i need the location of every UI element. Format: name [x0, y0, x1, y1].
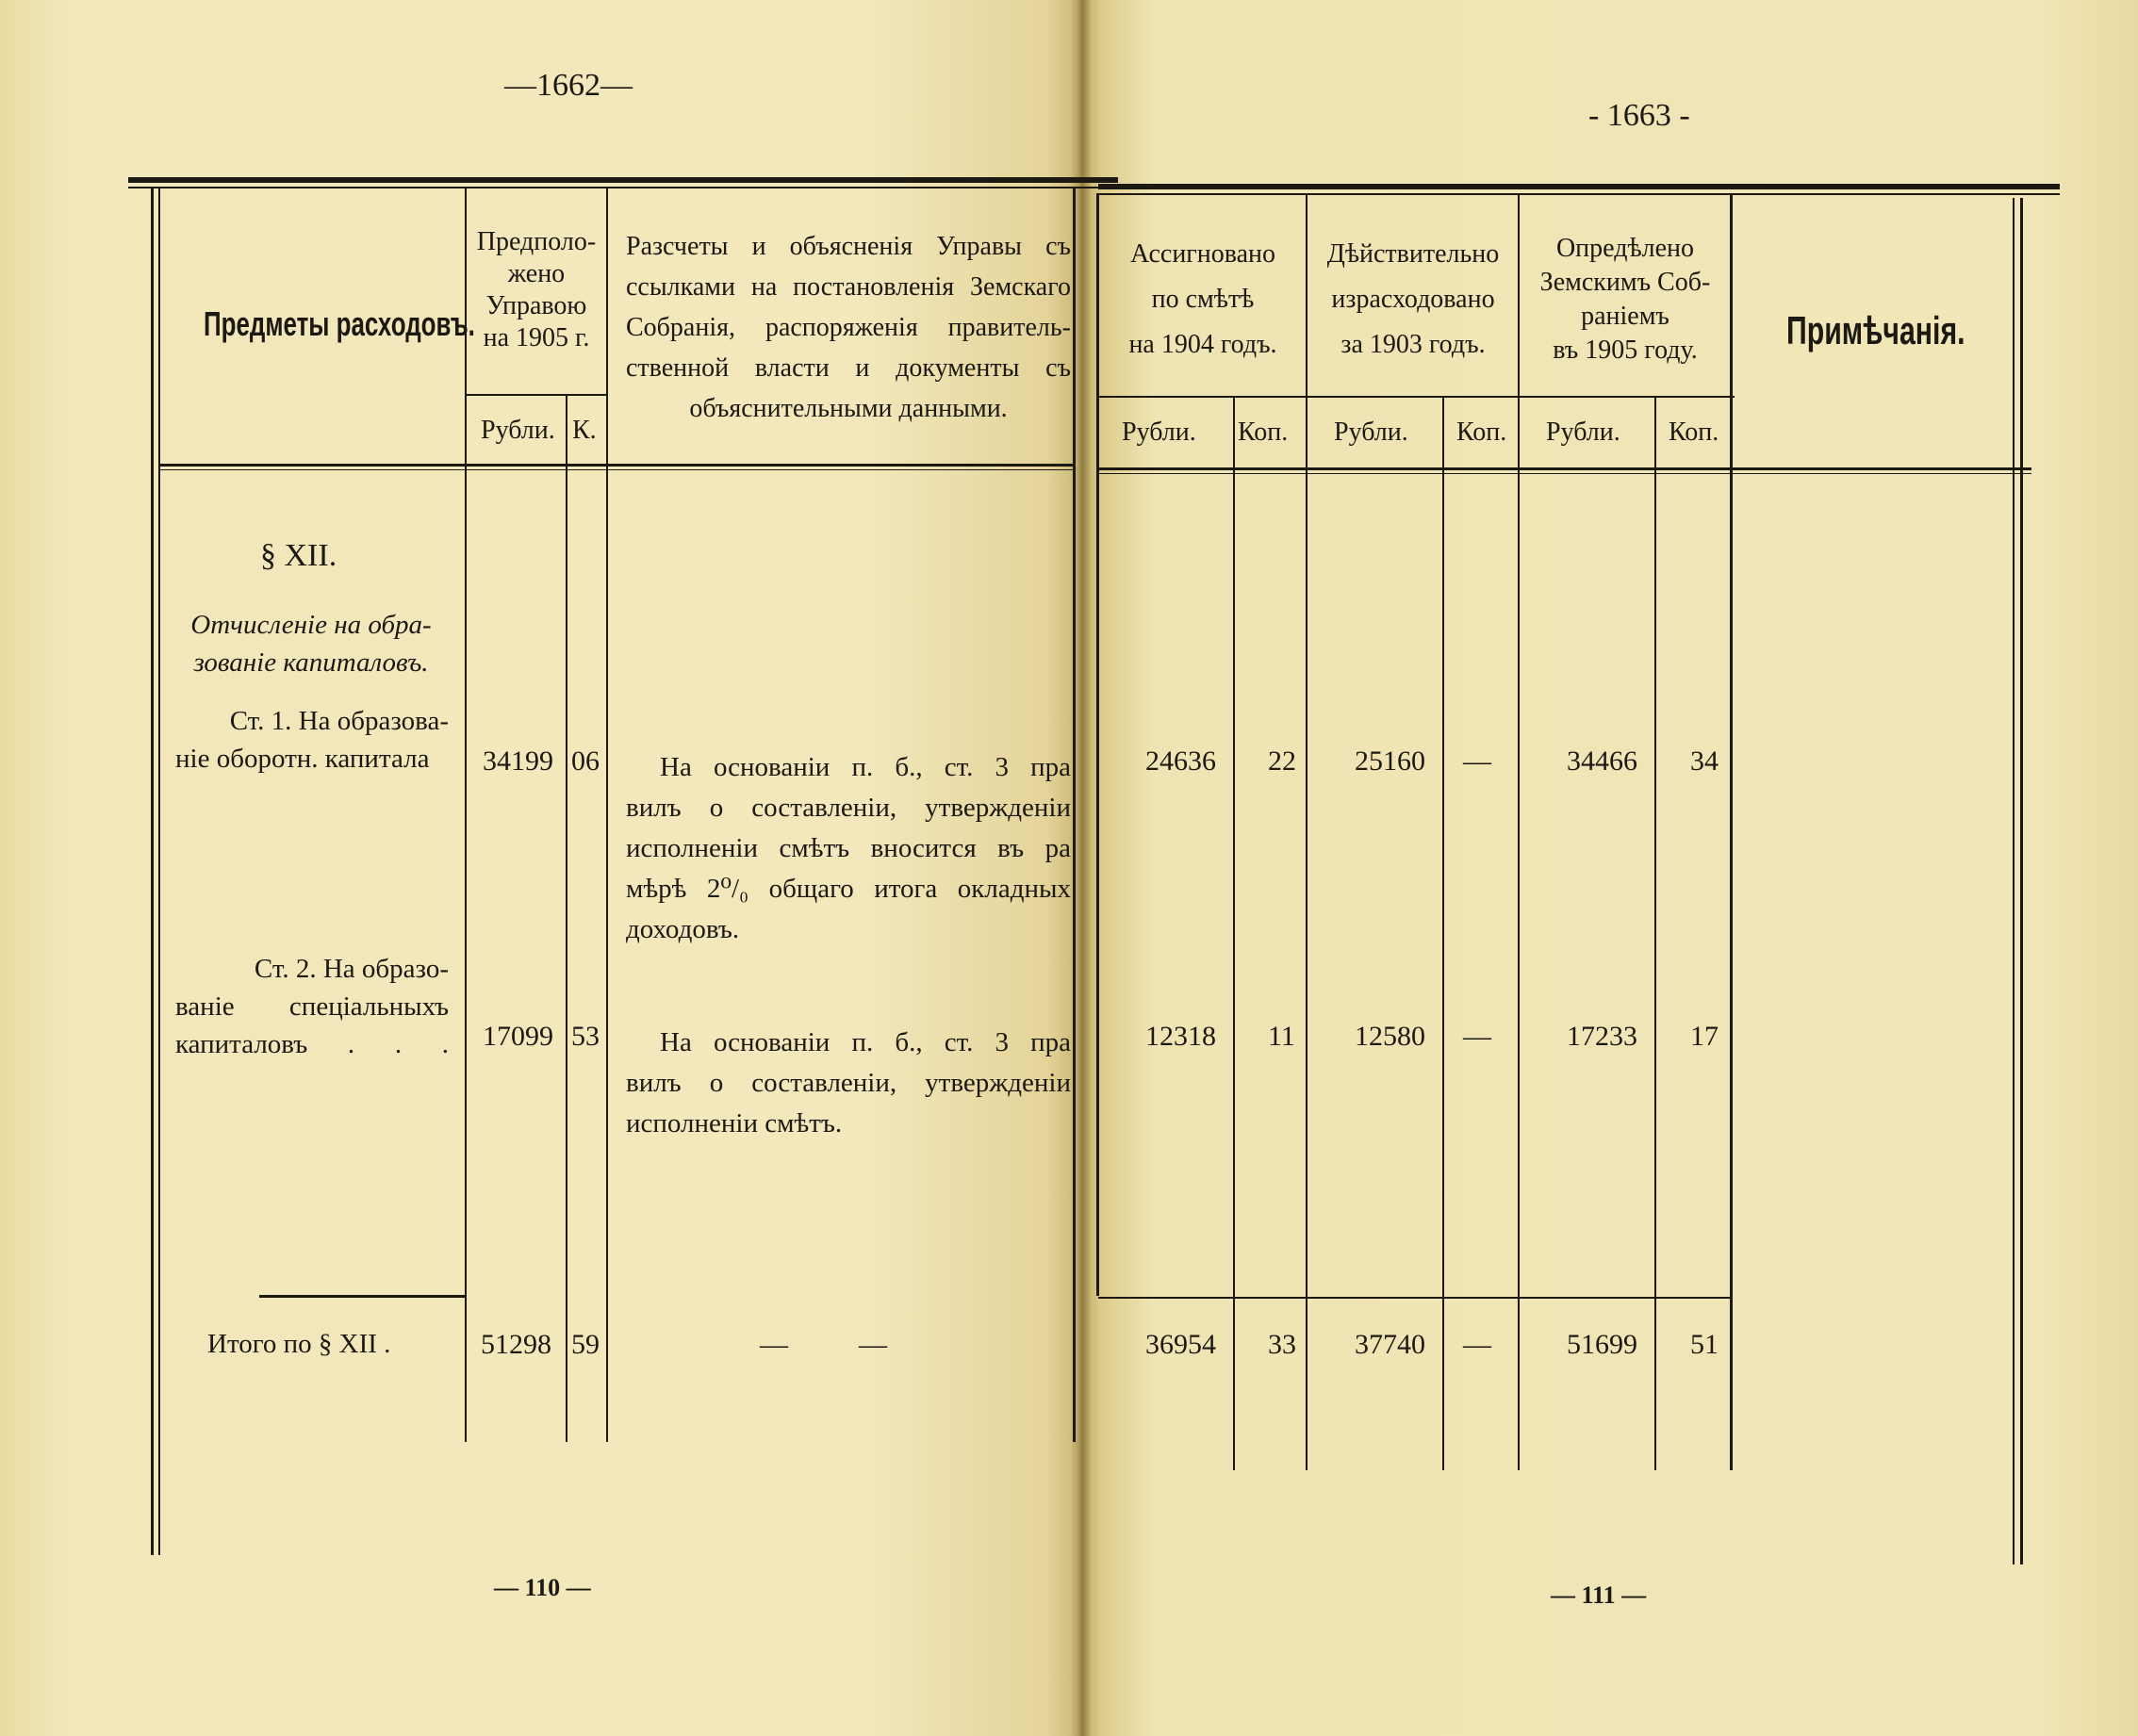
- total-rule-right: [1098, 1297, 1730, 1299]
- header-proposed: Предполо- жено Управою на 1905 г.: [476, 227, 597, 352]
- section-subtitle: Отчисленіе на обра- зованіе капиталовъ.: [190, 610, 432, 678]
- row-1-assigned-kop: 22: [1268, 745, 1296, 777]
- row-2-label: Ст. 2. На образо- ваніе спеціальныхъ капиталовъ . . .: [175, 954, 449, 1059]
- header-assigned-kop: Коп.: [1238, 418, 1289, 447]
- total-determined-kop: 51: [1690, 1329, 1719, 1360]
- total-proposed-kop: 59: [571, 1329, 600, 1360]
- total-rule-left: [259, 1295, 465, 1298]
- section-title: § XII.: [260, 538, 337, 573]
- frame-left-inner: [158, 188, 160, 1555]
- subheader-rule-right: [1098, 396, 1735, 398]
- row-2-assigned-kop: 11: [1268, 1021, 1295, 1052]
- header-spent-rubles: Рубли.: [1334, 418, 1408, 447]
- total-label: Итого по § XII .: [207, 1329, 391, 1359]
- header-bottom-rule-right: [1098, 467, 2031, 470]
- row-1-spent-rub: 25160: [1355, 745, 1425, 777]
- col-rule-assigned: [1306, 193, 1307, 1470]
- total-proposed-rub: 51298: [481, 1329, 551, 1360]
- header-items: Предметы расходовъ.: [204, 304, 475, 343]
- row-2-proposed-rub: 17099: [483, 1021, 553, 1052]
- top-rule-thick-right: [1098, 184, 2060, 189]
- header-determined-kop: Коп.: [1669, 418, 1719, 447]
- right-page-footer: — 111 —: [1551, 1581, 1647, 1609]
- col-rule-assigned-kop: [1233, 396, 1235, 1470]
- header-assigned: Ассигновано по смѣтѣ на 1904 годъ.: [1128, 239, 1277, 359]
- header-determined: Опредѣлено Земскимъ Соб- раніемъ въ 1905 году.: [1539, 234, 1711, 365]
- row-1-proposed-rub: 34199: [483, 745, 553, 777]
- header-spent: Дѣйствительно израсходовано за 1903 годъ.: [1326, 239, 1500, 359]
- row-1-label: Ст. 1. На образова- ніе оборотн. капитала: [175, 706, 449, 774]
- header-bottom-rule-right-2: [1098, 473, 2031, 474]
- header-determined-rubles: Рубли.: [1546, 418, 1620, 447]
- row-1-assigned-rub: 24636: [1145, 745, 1216, 777]
- row-1-determined-kop: 34: [1690, 745, 1719, 777]
- col-rule-spent: [1518, 193, 1520, 1470]
- row-2-explanation: На основаніи п. б., ст. 3 пра вилъ о составленіи, утвержденіи исполненіи смѣтъ.: [626, 1027, 1071, 1138]
- header-proposed-rubles: Рубли.: [481, 416, 555, 445]
- header-assigned-rubles: Рубли.: [1122, 418, 1196, 447]
- row-2-assigned-rub: 12318: [1145, 1021, 1216, 1052]
- top-rule-thin-right: [1098, 193, 2060, 195]
- subheader-rule-proposed: [466, 394, 607, 396]
- left-page-footer: — 110 —: [494, 1574, 591, 1601]
- col-rule-rub: [566, 396, 567, 1442]
- header-proposed-k: К.: [572, 416, 597, 445]
- left-page-number: —1662—: [504, 68, 633, 103]
- row-1-explanation: На основаніи п. б., ст. 3 пра вилъ о составленіи, утвержденіи исполненіи смѣтъ вносится въ ра мѣрѣ 2⁰/₀ общаго итога окладных доходовъ.: [626, 752, 1071, 944]
- total-determined-rub: 51699: [1567, 1329, 1637, 1360]
- header-bottom-rule-left-2: [160, 469, 1073, 470]
- total-assigned-rub: 36954: [1145, 1329, 1216, 1360]
- frame-right-inner: [2013, 198, 2015, 1564]
- total-spent-rub: 37740: [1355, 1329, 1425, 1360]
- header-explanations: Разсчеты и объясненія Управы съ ссылками на постановленія Земскаго Собранія, распоряженія правитель- ственной власти и документы съ объяснительными данными.: [626, 232, 1071, 423]
- total-spent-kop: —: [1463, 1329, 1491, 1360]
- total-assigned-kop: 33: [1268, 1329, 1296, 1360]
- header-spent-kop: Коп.: [1456, 418, 1507, 447]
- row-2-spent-rub: 12580: [1355, 1021, 1425, 1052]
- header-bottom-rule-left: [160, 464, 1073, 467]
- row-2-determined-kop: 17: [1690, 1021, 1719, 1052]
- right-page-number: - 1663 -: [1588, 98, 1690, 133]
- total-explanation: — —: [760, 1329, 887, 1360]
- col-rule-determined-kop: [1654, 396, 1656, 1470]
- frame-left-outer: [151, 188, 154, 1555]
- col-rule-page-edge: [1073, 188, 1076, 1442]
- header-notes: Примѣчанія.: [1786, 308, 1965, 352]
- row-2-spent-kop: —: [1463, 1021, 1491, 1052]
- row-2-determined-rub: 17233: [1567, 1021, 1637, 1052]
- row-1-spent-kop: —: [1463, 745, 1491, 777]
- col-rule-items: [465, 188, 467, 1442]
- col-rule-determined: [1730, 193, 1733, 1470]
- row-2-proposed-kop: 53: [571, 1021, 600, 1052]
- row-1-proposed-kop: 06: [571, 745, 600, 777]
- top-rule-thick: [128, 177, 1118, 183]
- col-rule-proposed: [606, 188, 608, 1442]
- frame-right-outer: [2020, 198, 2023, 1564]
- top-rule-thin: [128, 187, 1118, 188]
- col-rule-spent-kop: [1442, 396, 1444, 1470]
- row-1-determined-rub: 34466: [1567, 745, 1637, 777]
